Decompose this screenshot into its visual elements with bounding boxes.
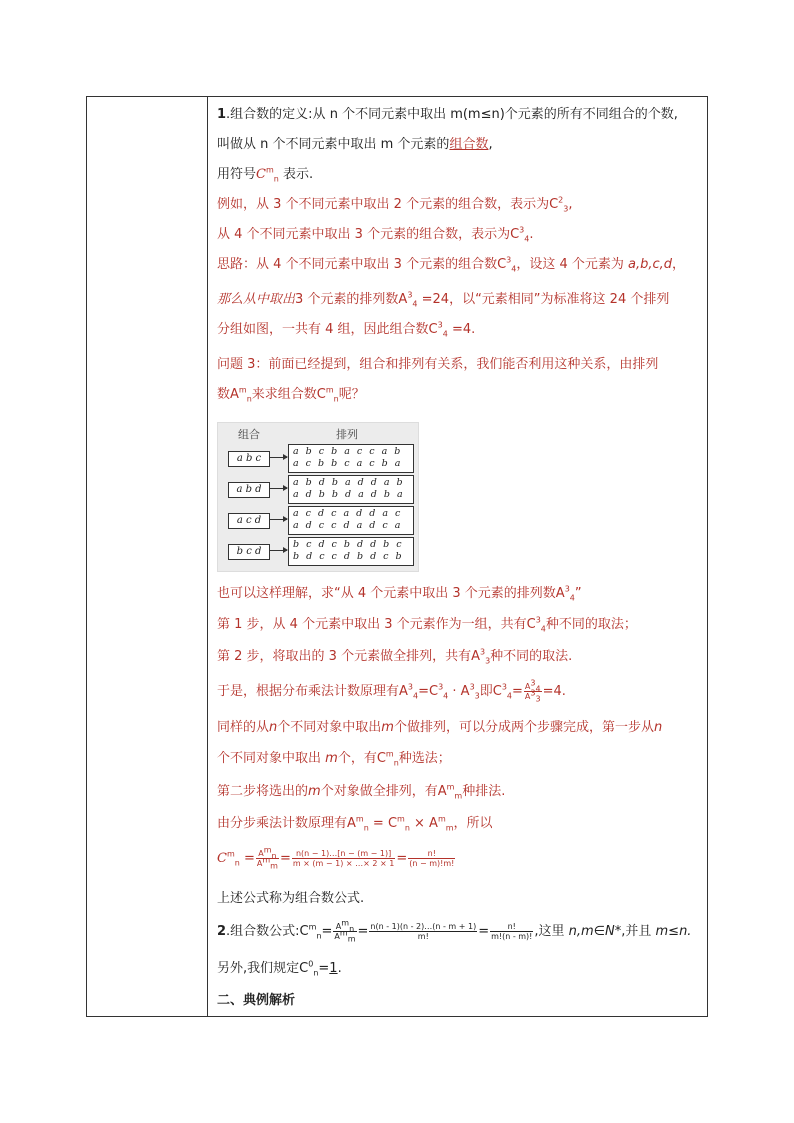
figure-row <box>218 474 418 504</box>
section-heading-examples <box>217 991 295 1011</box>
sub: m <box>347 934 356 944</box>
text: 思路：从 4 个不同元素中取出 3 个元素的组合数C <box>217 257 507 272</box>
sup: m <box>308 922 317 932</box>
perm-line: a b c b a c c a b <box>293 446 402 457</box>
line-similarly <box>217 718 662 738</box>
sub: n <box>363 823 369 833</box>
sub: 4 <box>443 691 449 701</box>
sup: m <box>341 918 350 928</box>
combo-box: a b d <box>228 482 270 498</box>
text: 个不同对象中取出 <box>277 720 382 735</box>
term-combination-number: 组合数 <box>449 137 489 152</box>
line-example-2: 从 4 个不同元素中取出 3 个元素的组合数，表示为$C^3_4$. <box>217 225 534 244</box>
sup: m <box>226 849 235 859</box>
text: 种不同的取法； <box>545 617 637 632</box>
line-idea-2 <box>217 290 669 310</box>
line-idea <box>217 255 685 275</box>
text: = C <box>368 816 398 831</box>
sub: n <box>246 394 252 404</box>
sup: m <box>263 845 272 855</box>
line-symbol <box>217 165 313 185</box>
sup: m <box>265 165 274 175</box>
sup: 3 <box>437 320 443 330</box>
perm-box <box>288 537 414 566</box>
text: 来求组合数C <box>251 387 326 402</box>
sub: 4 <box>535 684 541 694</box>
num: n(n − 1)…[n − (m − 1)] <box>292 849 396 859</box>
line-formula: 2.组合数公式$:C^m_n=$ $\frac{A^m_n}{A^m_m}$ = $\frac{n(n - 1)(n - 2)\dots(n - m + 1)}{m!}$ = $\frac{n!}{m!(n - m)!}$ ,这里 n,m∈N*,并且 m≤n. <box>217 918 692 944</box>
text: 另外,我们规定C <box>217 961 309 976</box>
sup: 3 <box>438 682 444 692</box>
text: 同样的从 <box>217 720 270 735</box>
column-divider <box>207 97 208 1016</box>
text: =4. <box>542 684 566 699</box>
perm-box <box>288 444 414 473</box>
text: 用符号 <box>217 167 257 182</box>
text: 也可以这样理解，求“从 4 个元素中取出 3 个元素的排列数A <box>217 586 565 601</box>
text: m <box>381 720 394 735</box>
text: m <box>325 751 338 766</box>
text: =24，以“元素相同”为标准将这 24 个排列 <box>417 292 670 307</box>
text: 呢？ <box>338 387 365 402</box>
text: = <box>318 961 330 976</box>
sup: m <box>397 814 405 824</box>
line-second-step <box>217 782 505 802</box>
text: 第 2 步，将取出的 3 个元素做全排列，共有A <box>217 649 480 664</box>
line-convention <box>217 959 342 979</box>
text: = <box>239 851 255 866</box>
sub: 4 <box>442 329 448 339</box>
sup: 3 <box>519 225 525 235</box>
sup: 3 <box>479 647 486 657</box>
figure-header-permutation: 排列 <box>336 428 358 441</box>
sup: 3 <box>469 682 475 692</box>
text: 个对象做全排列，有A <box>320 784 447 799</box>
sup: 3 <box>407 682 413 692</box>
text: 第 1 步，从 4 个元素中取出 3 个元素作为一组，共有C <box>217 617 536 632</box>
line-example-1: 例如，从 3 个不同元素中取出 2 个元素的组合数，表示为$C^2_3$, <box>217 195 573 214</box>
text: 个做排列，可以分成两个步骤完成，第一步从 <box>393 720 654 735</box>
text: 数A <box>217 387 239 402</box>
sup: 3 <box>530 688 536 698</box>
sub: 4 <box>540 624 546 634</box>
text: 即C <box>479 684 502 699</box>
text: 于是，根据分布乘法计数原理有A <box>217 684 408 699</box>
text: 表示. <box>278 167 314 182</box>
sub: m <box>270 861 278 871</box>
sup: m <box>262 855 271 865</box>
line-formula-name <box>217 889 364 909</box>
text: n,m∈N* <box>568 924 622 939</box>
line-formula-derivation: $C^m_n$ = $\frac{A^m_n}{A^m_m}$ = $\frac{n(n - 1)\dots[n - (m - 1)]}{m \times (m - 1) \times \dots\times 2 \times 1}$ = $\frac{n!}{(n - m)!m!}$ <box>217 845 455 871</box>
sub: 3 <box>474 691 480 701</box>
text: . <box>337 961 342 976</box>
figure-row <box>218 505 418 535</box>
text: 例如，从 3 个不同元素中取出 2 个元素的组合数，表示为C <box>217 197 559 212</box>
text: .组合数公式:C <box>226 924 309 939</box>
sub: 4 <box>569 593 575 603</box>
sub: n <box>393 758 399 768</box>
combo-box: a b c <box>228 451 270 467</box>
text: × A <box>409 816 438 831</box>
line-product-rule <box>217 814 493 834</box>
sup: m <box>355 814 364 824</box>
sup: 0 <box>308 959 314 969</box>
fraction: $\frac{A^3_4}{A^3_3}$ <box>524 678 541 704</box>
sub: n <box>316 931 322 941</box>
item-number: 1 <box>217 107 227 122</box>
sub: 3 <box>535 694 541 704</box>
text: 第二步将选出的 <box>217 784 309 799</box>
arrow-icon <box>269 519 287 520</box>
text: n <box>269 720 278 735</box>
sub: n <box>273 174 279 184</box>
perm-line: a c b b c a c b a <box>293 458 402 469</box>
symbol-C: C <box>256 167 266 182</box>
sup: 2 <box>558 195 564 205</box>
sup: m <box>238 385 247 395</box>
arrow-icon <box>269 488 287 489</box>
den: (n − m)!m! <box>409 859 455 868</box>
sup: m <box>325 385 334 395</box>
arrow-icon <box>269 457 287 458</box>
perm-line: b c d c b d d b c <box>293 539 403 550</box>
sub: 4 <box>413 691 419 701</box>
sub: 3 <box>563 204 569 214</box>
text: 1 <box>329 961 338 976</box>
perm-box <box>288 475 414 504</box>
figure-header-combination: 组合 <box>238 428 260 441</box>
arrow-icon <box>269 550 287 551</box>
text: 二、典例解析 <box>217 993 296 1008</box>
num: n(n - 1)(n - 2)…(n - m + 1) <box>370 922 477 931</box>
text: 那么从中取出 <box>217 292 296 307</box>
sub: n <box>313 968 319 978</box>
sup: m <box>385 749 394 759</box>
perm-line: a c d c a d d a c <box>293 508 402 519</box>
text: , <box>488 137 493 152</box>
figure-row <box>218 536 418 566</box>
text: ， <box>672 257 686 272</box>
sub: n <box>333 394 339 404</box>
sup: m <box>446 782 455 792</box>
text: = <box>512 684 523 699</box>
sub: 4 <box>412 299 418 309</box>
sup: 3 <box>501 682 507 692</box>
combo-box: b c d <box>228 544 270 560</box>
text: C <box>217 851 227 866</box>
line-therefore <box>217 678 566 704</box>
text: ，所以 <box>453 816 493 831</box>
line-definition <box>217 105 678 125</box>
line-question-3 <box>217 355 658 375</box>
perm-box <box>288 506 414 535</box>
sub: n <box>271 851 277 861</box>
fraction: $\frac{A^m_n}{A^m_m}$ <box>256 845 278 871</box>
line-question-3b <box>217 385 365 405</box>
sub: n <box>349 924 355 934</box>
text: ，设这 4 个元素为 <box>516 257 629 272</box>
sub: 3 <box>485 656 491 666</box>
fraction <box>369 922 477 941</box>
sup: 3 <box>407 290 413 300</box>
text: 分组如图，一共有 4 组，因此组合数C <box>217 322 438 337</box>
text: 叫做从 n 个不同元素中取出 m 个元素的 <box>217 137 450 152</box>
text: ,这里 <box>534 924 569 939</box>
sup: m <box>339 928 348 938</box>
fraction <box>490 922 533 941</box>
perm-line: a d c c d a d c a <box>293 520 402 531</box>
text: 从 4 个不同元素中取出 3 个元素的组合数，表示为C <box>217 227 520 242</box>
perm-line: a d b b d a d b a <box>293 489 404 500</box>
text: ,并且 <box>621 924 656 939</box>
text: 由分步乘法计数原理有A <box>217 816 356 831</box>
sub: 4 <box>506 691 513 701</box>
sup: m <box>437 814 446 824</box>
text: 种不同的取法. <box>490 649 573 664</box>
content-table <box>86 96 708 1017</box>
text: 个，有C <box>337 751 386 766</box>
text: 种排法. <box>462 784 506 799</box>
perm-line: a b d b a d d a b <box>293 477 404 488</box>
sub: n <box>404 823 410 833</box>
line-similarly-2 <box>217 749 451 769</box>
line-step-1 <box>217 615 637 635</box>
text: 问题 3：前面已经提到，组合和排列有关系，我们能否利用这种关系，由排列 <box>217 357 659 372</box>
text: · A <box>448 684 470 699</box>
perm-line: b d c c d b d c b <box>293 551 403 562</box>
sup: 3 <box>564 584 570 594</box>
sub: n <box>234 858 240 868</box>
text: 3 个元素的排列数A <box>295 292 408 307</box>
num: n! <box>490 922 533 932</box>
line-definition-2 <box>217 135 493 155</box>
line-step-2 <box>217 647 572 667</box>
combo-box: a c d <box>228 513 270 529</box>
text: m≤n. <box>655 924 692 939</box>
den: m! <box>417 932 429 941</box>
sub: 4 <box>511 264 517 274</box>
fraction <box>408 849 455 868</box>
grouping-figure <box>217 422 419 572</box>
line-idea-3 <box>217 320 475 340</box>
definition-text: .组合数的定义:从 n 个不同元素中取出 m(m≤n)个元素的所有不同组合的个数, <box>226 107 678 122</box>
text: =4. <box>447 322 476 337</box>
sub: m <box>445 823 454 833</box>
text: a,b,c,d <box>628 257 673 272</box>
text: 2 <box>217 924 227 939</box>
line-understand <box>217 584 582 604</box>
fraction: $\frac{A^m_n}{A^m_m}$ <box>334 918 356 944</box>
sub: m <box>454 791 463 801</box>
sup: 3 <box>535 615 541 625</box>
sub: 4 <box>524 234 530 244</box>
den: m!(n - m)! <box>491 932 533 941</box>
text: =C <box>418 684 439 699</box>
sup: 3 <box>506 255 512 265</box>
text: 种选法； <box>398 751 451 766</box>
text: n <box>653 720 663 735</box>
den: m × (m − 1) × …× 2 × 1 <box>292 859 395 868</box>
fraction <box>292 849 396 868</box>
text: 个不同对象中取出 <box>217 751 326 766</box>
text: 上述公式称为组合数公式. <box>217 891 365 906</box>
figure-row <box>218 443 418 473</box>
text: m <box>308 784 321 799</box>
sup: 3 <box>530 678 536 688</box>
text: ” <box>574 586 582 601</box>
num: n! <box>408 849 455 859</box>
